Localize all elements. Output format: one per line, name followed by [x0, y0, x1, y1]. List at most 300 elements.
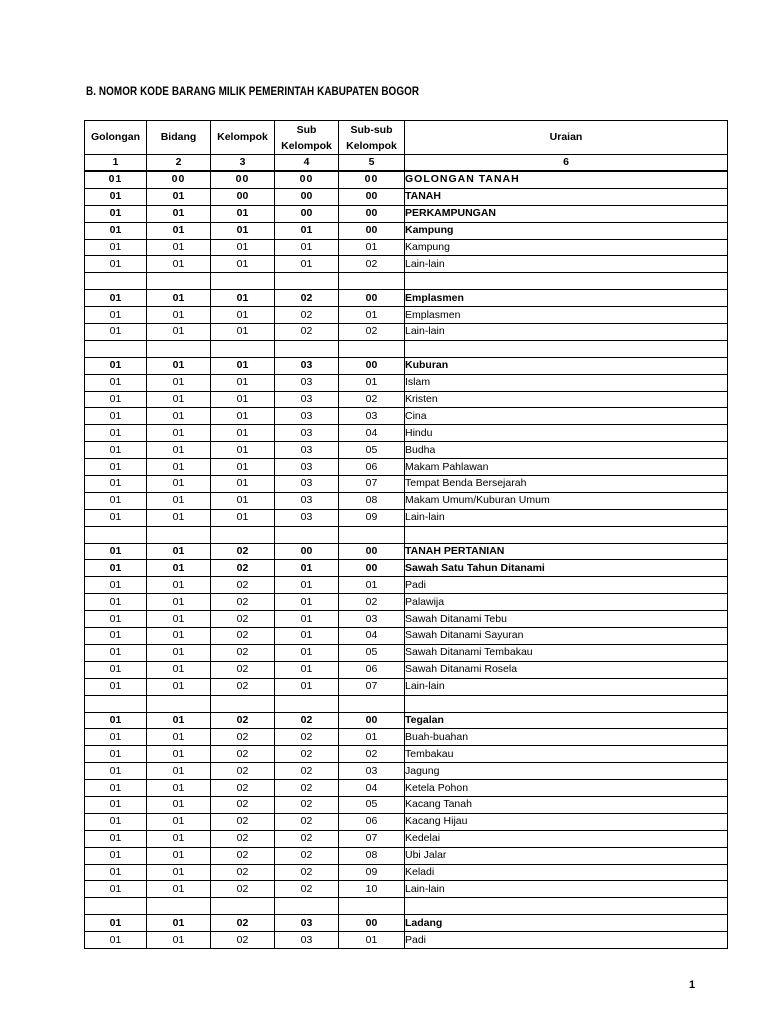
- cell-subsub-kelompok: [339, 695, 405, 712]
- cell-subsub-kelompok: 00: [339, 915, 405, 932]
- cell-subsub-kelompok: 00: [339, 188, 405, 205]
- table-row: [85, 577, 728, 594]
- cell-subsub-kelompok: 03: [339, 408, 405, 425]
- cell-subsub-kelompok: 04: [339, 628, 405, 645]
- cell-bidang: 01: [147, 391, 211, 408]
- cell-uraian: Jagung: [405, 763, 728, 780]
- cell-golongan: 01: [85, 408, 147, 425]
- cell-golongan: 01: [85, 357, 147, 374]
- cell-bidang: 01: [147, 644, 211, 661]
- cell-sub-kelompok: 02: [275, 290, 339, 307]
- cell-golongan: 01: [85, 830, 147, 847]
- cell-uraian: Tembakau: [405, 746, 728, 763]
- cell-golongan: 01: [85, 780, 147, 797]
- table-row: [85, 560, 728, 577]
- cell-bidang: 01: [147, 374, 211, 391]
- cell-kelompok: 01: [211, 324, 275, 341]
- table-row: [85, 881, 728, 898]
- cell-uraian: Keladi: [405, 864, 728, 881]
- cell-subsub-kelompok: 00: [339, 171, 405, 188]
- cell-sub-kelompok: 01: [275, 222, 339, 239]
- cell-sub-kelompok: 03: [275, 932, 339, 949]
- cell-uraian: Tegalan: [405, 712, 728, 729]
- blank-row: [85, 695, 728, 712]
- cell-golongan: 01: [85, 594, 147, 611]
- column-number: 2: [147, 155, 211, 172]
- cell-bidang: 01: [147, 425, 211, 442]
- cell-sub-kelompok: 03: [275, 492, 339, 509]
- cell-golongan: [85, 273, 147, 290]
- cell-subsub-kelompok: 10: [339, 881, 405, 898]
- cell-kelompok: 02: [211, 847, 275, 864]
- cell-subsub-kelompok: 04: [339, 425, 405, 442]
- cell-kelompok: 00: [211, 171, 275, 188]
- cell-uraian: Kampung: [405, 222, 728, 239]
- cell-kelompok: 02: [211, 729, 275, 746]
- cell-sub-kelompok: 02: [275, 763, 339, 780]
- table-body: [85, 171, 728, 948]
- cell-golongan: 01: [85, 476, 147, 493]
- cell-sub-kelompok: 02: [275, 324, 339, 341]
- column-number: 3: [211, 155, 275, 172]
- table-header: [85, 121, 728, 172]
- cell-sub-kelompok: [275, 526, 339, 543]
- cell-sub-kelompok: 02: [275, 830, 339, 847]
- cell-bidang: 01: [147, 476, 211, 493]
- cell-golongan: 01: [85, 256, 147, 273]
- cell-sub-kelompok: 02: [275, 746, 339, 763]
- cell-uraian: Hindu: [405, 425, 728, 442]
- cell-kelompok: 02: [211, 560, 275, 577]
- cell-subsub-kelompok: 00: [339, 357, 405, 374]
- cell-uraian: Kampung: [405, 239, 728, 256]
- cell-uraian: Islam: [405, 374, 728, 391]
- table-row: [85, 796, 728, 813]
- header-uraian: Uraian: [405, 121, 728, 155]
- cell-uraian: Kristen: [405, 391, 728, 408]
- cell-kelompok: 00: [211, 188, 275, 205]
- cell-kelompok: 02: [211, 661, 275, 678]
- table-row: [85, 222, 728, 239]
- table-row: [85, 729, 728, 746]
- cell-uraian: Sawah Ditanami Tembakau: [405, 644, 728, 661]
- cell-subsub-kelompok: 01: [339, 932, 405, 949]
- cell-subsub-kelompok: 02: [339, 746, 405, 763]
- cell-bidang: 00: [147, 171, 211, 188]
- table-row: [85, 932, 728, 949]
- cell-bidang: 01: [147, 222, 211, 239]
- cell-golongan: 01: [85, 577, 147, 594]
- page-number: 1: [689, 979, 696, 991]
- cell-bidang: 01: [147, 864, 211, 881]
- table-row: [85, 442, 728, 459]
- table-row: [85, 847, 728, 864]
- cell-uraian: Tempat Benda Bersejarah: [405, 476, 728, 493]
- cell-sub-kelompok: 02: [275, 847, 339, 864]
- cell-sub-kelompok: 00: [275, 543, 339, 560]
- cell-bidang: 01: [147, 780, 211, 797]
- cell-subsub-kelompok: 08: [339, 847, 405, 864]
- cell-kelompok: [211, 898, 275, 915]
- code-table: [84, 120, 728, 949]
- table-row: [85, 746, 728, 763]
- blank-row: [85, 898, 728, 915]
- cell-sub-kelompok: 01: [275, 644, 339, 661]
- column-number: 6: [405, 155, 728, 172]
- cell-golongan: [85, 695, 147, 712]
- cell-uraian: Budha: [405, 442, 728, 459]
- blank-row: [85, 340, 728, 357]
- cell-subsub-kelompok: 00: [339, 290, 405, 307]
- cell-bidang: 01: [147, 763, 211, 780]
- cell-subsub-kelompok: [339, 898, 405, 915]
- cell-sub-kelompok: 01: [275, 661, 339, 678]
- table-row: [85, 374, 728, 391]
- cell-kelompok: 01: [211, 492, 275, 509]
- cell-sub-kelompok: 01: [275, 678, 339, 695]
- cell-subsub-kelompok: 00: [339, 205, 405, 222]
- cell-sub-kelompok: [275, 898, 339, 915]
- cell-subsub-kelompok: 08: [339, 492, 405, 509]
- header-golongan: Golongan: [85, 121, 147, 155]
- cell-kelompok: 01: [211, 408, 275, 425]
- cell-subsub-kelompok: 07: [339, 476, 405, 493]
- cell-bidang: 01: [147, 611, 211, 628]
- cell-sub-kelompok: 02: [275, 307, 339, 324]
- cell-subsub-kelompok: 05: [339, 796, 405, 813]
- cell-golongan: 01: [85, 307, 147, 324]
- cell-bidang: [147, 695, 211, 712]
- table-row: [85, 205, 728, 222]
- table-row: [85, 813, 728, 830]
- table-row: [85, 459, 728, 476]
- cell-golongan: 01: [85, 543, 147, 560]
- cell-uraian: Palawija: [405, 594, 728, 611]
- cell-golongan: 01: [85, 239, 147, 256]
- cell-sub-kelompok: 03: [275, 915, 339, 932]
- cell-kelompok: 01: [211, 307, 275, 324]
- cell-uraian: [405, 898, 728, 915]
- cell-bidang: 01: [147, 577, 211, 594]
- table-row: [85, 543, 728, 560]
- cell-sub-kelompok: 03: [275, 425, 339, 442]
- cell-subsub-kelompok: 04: [339, 780, 405, 797]
- cell-sub-kelompok: 03: [275, 374, 339, 391]
- cell-bidang: [147, 526, 211, 543]
- cell-sub-kelompok: 01: [275, 611, 339, 628]
- cell-sub-kelompok: 01: [275, 239, 339, 256]
- cell-sub-kelompok: 00: [275, 205, 339, 222]
- cell-kelompok: 02: [211, 763, 275, 780]
- table-row: [85, 391, 728, 408]
- cell-bidang: 01: [147, 796, 211, 813]
- cell-kelompok: 02: [211, 746, 275, 763]
- cell-sub-kelompok: 02: [275, 796, 339, 813]
- cell-uraian: TANAH PERTANIAN: [405, 543, 728, 560]
- cell-bidang: 01: [147, 594, 211, 611]
- cell-bidang: 01: [147, 830, 211, 847]
- cell-uraian: Sawah Satu Tahun Ditanami: [405, 560, 728, 577]
- cell-sub-kelompok: [275, 273, 339, 290]
- cell-golongan: 01: [85, 746, 147, 763]
- table-row: [85, 171, 728, 188]
- cell-kelompok: 02: [211, 796, 275, 813]
- cell-golongan: 01: [85, 796, 147, 813]
- cell-bidang: [147, 340, 211, 357]
- cell-sub-kelompok: 03: [275, 408, 339, 425]
- cell-kelompok: [211, 695, 275, 712]
- cell-uraian: PERKAMPUNGAN: [405, 205, 728, 222]
- cell-kelompok: 02: [211, 915, 275, 932]
- cell-golongan: 01: [85, 442, 147, 459]
- cell-sub-kelompok: 03: [275, 459, 339, 476]
- table-row: [85, 644, 728, 661]
- header-kelompok: Kelompok: [211, 121, 275, 155]
- table-row: [85, 628, 728, 645]
- cell-subsub-kelompok: 06: [339, 813, 405, 830]
- cell-bidang: 01: [147, 256, 211, 273]
- cell-sub-kelompok: 02: [275, 780, 339, 797]
- cell-bidang: 01: [147, 188, 211, 205]
- cell-golongan: 01: [85, 459, 147, 476]
- cell-golongan: 01: [85, 628, 147, 645]
- cell-sub-kelompok: 03: [275, 509, 339, 526]
- cell-kelompok: 01: [211, 476, 275, 493]
- cell-subsub-kelompok: [339, 273, 405, 290]
- cell-bidang: 01: [147, 509, 211, 526]
- cell-sub-kelompok: 02: [275, 864, 339, 881]
- cell-uraian: Sawah Ditanami Tebu: [405, 611, 728, 628]
- cell-subsub-kelompok: 09: [339, 864, 405, 881]
- cell-bidang: 01: [147, 678, 211, 695]
- cell-bidang: 01: [147, 847, 211, 864]
- cell-golongan: 01: [85, 205, 147, 222]
- cell-uraian: Ketela Pohon: [405, 780, 728, 797]
- column-number-row: [85, 155, 728, 172]
- cell-bidang: 01: [147, 661, 211, 678]
- cell-subsub-kelompok: 00: [339, 222, 405, 239]
- cell-subsub-kelompok: 00: [339, 543, 405, 560]
- cell-kelompok: 02: [211, 611, 275, 628]
- cell-uraian: Lain-lain: [405, 509, 728, 526]
- cell-subsub-kelompok: 01: [339, 374, 405, 391]
- cell-golongan: 01: [85, 864, 147, 881]
- column-number: 4: [275, 155, 339, 172]
- table-row: [85, 864, 728, 881]
- cell-bidang: 01: [147, 628, 211, 645]
- cell-kelompok: 01: [211, 425, 275, 442]
- cell-golongan: 01: [85, 712, 147, 729]
- cell-golongan: 01: [85, 290, 147, 307]
- cell-sub-kelompok: 02: [275, 881, 339, 898]
- cell-sub-kelompok: 00: [275, 188, 339, 205]
- header-subsub-kelompok-line2: Kelompok: [346, 139, 397, 152]
- cell-kelompok: 01: [211, 222, 275, 239]
- blank-row: [85, 526, 728, 543]
- cell-golongan: 01: [85, 324, 147, 341]
- cell-kelompok: 01: [211, 442, 275, 459]
- cell-kelompok: 02: [211, 577, 275, 594]
- table-row: [85, 661, 728, 678]
- cell-bidang: 01: [147, 307, 211, 324]
- cell-sub-kelompok: 02: [275, 729, 339, 746]
- cell-uraian: Sawah Ditanami Rosela: [405, 661, 728, 678]
- cell-subsub-kelompok: [339, 526, 405, 543]
- cell-sub-kelompok: 02: [275, 813, 339, 830]
- table-row: [85, 476, 728, 493]
- cell-subsub-kelompok: 03: [339, 611, 405, 628]
- cell-bidang: 01: [147, 543, 211, 560]
- cell-kelompok: 01: [211, 256, 275, 273]
- cell-kelompok: 02: [211, 644, 275, 661]
- cell-uraian: Emplasmen: [405, 290, 728, 307]
- cell-bidang: 01: [147, 408, 211, 425]
- cell-subsub-kelompok: 02: [339, 594, 405, 611]
- cell-kelompok: [211, 526, 275, 543]
- cell-sub-kelompok: 01: [275, 560, 339, 577]
- cell-kelompok: [211, 340, 275, 357]
- table-row: [85, 256, 728, 273]
- cell-bidang: 01: [147, 560, 211, 577]
- table-row: [85, 509, 728, 526]
- cell-kelompok: 01: [211, 205, 275, 222]
- cell-kelompok: 02: [211, 932, 275, 949]
- table-row: [85, 357, 728, 374]
- cell-bidang: [147, 273, 211, 290]
- cell-kelompok: 01: [211, 357, 275, 374]
- table-row: [85, 307, 728, 324]
- cell-kelompok: 02: [211, 813, 275, 830]
- cell-uraian: Buah-buahan: [405, 729, 728, 746]
- column-number: 1: [85, 155, 147, 172]
- cell-uraian: Lain-lain: [405, 881, 728, 898]
- cell-bidang: 01: [147, 729, 211, 746]
- cell-golongan: 01: [85, 661, 147, 678]
- cell-golongan: 01: [85, 222, 147, 239]
- table-row: [85, 594, 728, 611]
- table-row: [85, 678, 728, 695]
- cell-sub-kelompok: 00: [275, 171, 339, 188]
- cell-golongan: [85, 340, 147, 357]
- table-row: [85, 290, 728, 307]
- table-row: [85, 830, 728, 847]
- cell-subsub-kelompok: 00: [339, 560, 405, 577]
- cell-uraian: Padi: [405, 932, 728, 949]
- table-row: [85, 425, 728, 442]
- cell-kelompok: 02: [211, 830, 275, 847]
- cell-golongan: 01: [85, 763, 147, 780]
- cell-golongan: 01: [85, 560, 147, 577]
- cell-uraian: Lain-lain: [405, 256, 728, 273]
- header-bidang: Bidang: [147, 121, 211, 155]
- cell-kelompok: [211, 273, 275, 290]
- cell-subsub-kelompok: 00: [339, 712, 405, 729]
- cell-golongan: 01: [85, 729, 147, 746]
- cell-kelompok: 02: [211, 864, 275, 881]
- cell-golongan: 01: [85, 611, 147, 628]
- header-sub-kelompok: [275, 121, 339, 155]
- cell-uraian: Kuburan: [405, 357, 728, 374]
- cell-kelompok: 02: [211, 594, 275, 611]
- document-title: B. NOMOR KODE BARANG MILIK PEMERINTAH KABUPATEN BOGOR: [86, 86, 420, 98]
- cell-kelompok: 01: [211, 374, 275, 391]
- cell-bidang: 01: [147, 915, 211, 932]
- cell-bidang: [147, 898, 211, 915]
- header-sub-kelompok-line2: Kelompok: [281, 139, 332, 152]
- cell-subsub-kelompok: 02: [339, 391, 405, 408]
- cell-bidang: 01: [147, 746, 211, 763]
- cell-bidang: 01: [147, 239, 211, 256]
- cell-kelompok: 02: [211, 881, 275, 898]
- cell-sub-kelompok: 03: [275, 442, 339, 459]
- cell-subsub-kelompok: 07: [339, 678, 405, 695]
- cell-subsub-kelompok: 05: [339, 442, 405, 459]
- cell-sub-kelompok: 01: [275, 628, 339, 645]
- cell-bidang: 01: [147, 442, 211, 459]
- cell-golongan: [85, 898, 147, 915]
- cell-uraian: Sawah Ditanami Sayuran: [405, 628, 728, 645]
- cell-golongan: 01: [85, 813, 147, 830]
- cell-subsub-kelompok: 06: [339, 661, 405, 678]
- cell-golongan: 01: [85, 915, 147, 932]
- header-sub-kelompok-line1: Sub: [296, 123, 317, 136]
- cell-sub-kelompok: 01: [275, 577, 339, 594]
- cell-sub-kelompok: 02: [275, 712, 339, 729]
- cell-uraian: Kacang Hijau: [405, 813, 728, 830]
- cell-bidang: 01: [147, 290, 211, 307]
- cell-bidang: 01: [147, 459, 211, 476]
- cell-kelompok: 01: [211, 290, 275, 307]
- cell-uraian: [405, 340, 728, 357]
- table-row: [85, 492, 728, 509]
- cell-uraian: Cina: [405, 408, 728, 425]
- table-row: [85, 188, 728, 205]
- cell-subsub-kelompok: 09: [339, 509, 405, 526]
- cell-kelompok: 01: [211, 459, 275, 476]
- cell-subsub-kelompok: [339, 340, 405, 357]
- table-row: [85, 915, 728, 932]
- cell-subsub-kelompok: 03: [339, 763, 405, 780]
- cell-subsub-kelompok: 02: [339, 256, 405, 273]
- table-row: [85, 239, 728, 256]
- cell-kelompok: 01: [211, 391, 275, 408]
- cell-sub-kelompok: [275, 340, 339, 357]
- cell-golongan: 01: [85, 425, 147, 442]
- header-subsub-kelompok: [339, 121, 405, 155]
- cell-bidang: 01: [147, 813, 211, 830]
- cell-subsub-kelompok: 01: [339, 577, 405, 594]
- cell-uraian: GOLONGAN TANAH: [405, 171, 728, 188]
- cell-subsub-kelompok: 01: [339, 307, 405, 324]
- column-number: 5: [339, 155, 405, 172]
- cell-bidang: 01: [147, 881, 211, 898]
- cell-uraian: [405, 695, 728, 712]
- cell-uraian: TANAH: [405, 188, 728, 205]
- cell-golongan: 01: [85, 391, 147, 408]
- cell-golongan: 01: [85, 188, 147, 205]
- cell-uraian: Ladang: [405, 915, 728, 932]
- cell-kelompok: 02: [211, 678, 275, 695]
- cell-kelompok: 02: [211, 543, 275, 560]
- cell-kelompok: 02: [211, 628, 275, 645]
- cell-sub-kelompok: 01: [275, 256, 339, 273]
- cell-golongan: 01: [85, 678, 147, 695]
- table-row: [85, 324, 728, 341]
- cell-uraian: Padi: [405, 577, 728, 594]
- cell-sub-kelompok: 03: [275, 391, 339, 408]
- table-row: [85, 611, 728, 628]
- cell-bidang: 01: [147, 492, 211, 509]
